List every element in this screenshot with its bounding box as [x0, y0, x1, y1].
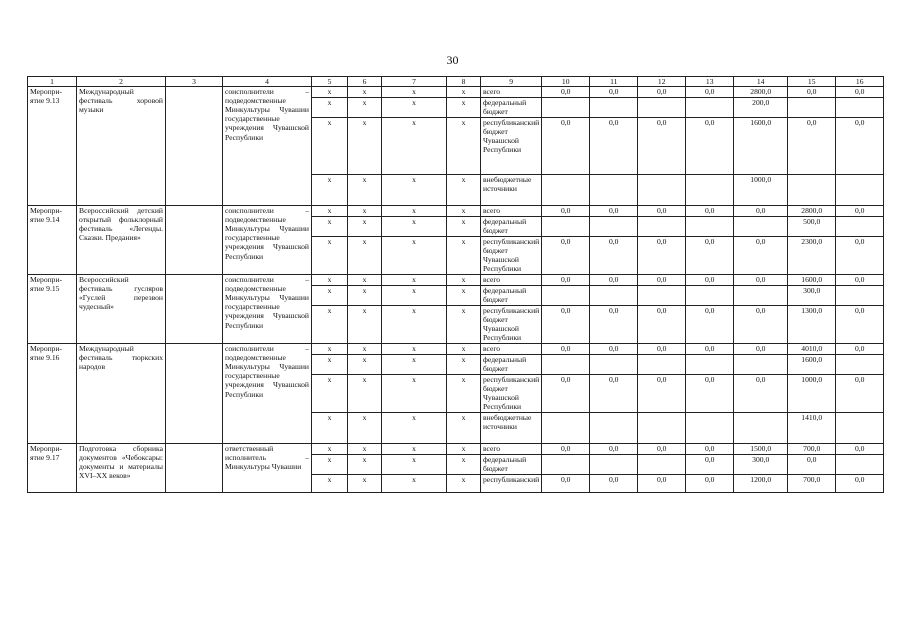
amount-cell: 0,0 — [638, 375, 686, 413]
col-header: 16 — [836, 77, 884, 87]
amount-cell: 300,0 — [734, 455, 788, 475]
amount-cell — [836, 413, 884, 444]
amount-cell: 0,0 — [734, 306, 788, 344]
code-cell: x — [447, 455, 481, 475]
amount-cell: 0,0 — [638, 87, 686, 98]
amount-cell: 0,0 — [542, 275, 590, 286]
amount-cell — [638, 286, 686, 306]
amount-cell: 0,0 — [836, 375, 884, 413]
code-cell: x — [447, 413, 481, 444]
funding-source: всего — [481, 206, 542, 217]
amount-cell: 0,0 — [686, 118, 734, 175]
empty-cell — [166, 275, 223, 344]
amount-cell: 0,0 — [638, 118, 686, 175]
amount-cell — [542, 217, 590, 237]
amount-cell: 1600,0 — [734, 118, 788, 175]
amount-cell: 1410,0 — [788, 413, 836, 444]
funding-source: федеральный бюджет — [481, 286, 542, 306]
amount-cell: 0,0 — [734, 375, 788, 413]
amount-cell — [686, 413, 734, 444]
amount-cell: 0,0 — [836, 475, 884, 493]
code-cell: x — [447, 275, 481, 286]
responsible-executor: соисполнители – подведомственные Минкультуры Чувашии государственные учреждения Чувашской Республики — [223, 206, 312, 275]
amount-cell — [734, 355, 788, 375]
amount-cell — [542, 175, 590, 206]
code-cell: x — [348, 306, 382, 344]
amount-cell: 0,0 — [686, 306, 734, 344]
funding-source: республиканский бюджет Чувашской Республики — [481, 306, 542, 344]
amount-cell: 0,0 — [686, 375, 734, 413]
amount-cell: 1200,0 — [734, 475, 788, 493]
amount-cell — [686, 217, 734, 237]
amount-cell — [734, 413, 788, 444]
amount-cell: 0,0 — [590, 475, 638, 493]
amount-cell: 0,0 — [590, 444, 638, 455]
funding-source: всего — [481, 444, 542, 455]
amount-cell: 700,0 — [788, 475, 836, 493]
funding-source: внебюджетные источники — [481, 413, 542, 444]
code-cell: x — [382, 175, 447, 206]
code-cell: x — [447, 444, 481, 455]
amount-cell: 200,0 — [734, 98, 788, 118]
amount-cell — [638, 355, 686, 375]
col-header: 10 — [542, 77, 590, 87]
amount-cell: 0,0 — [836, 206, 884, 217]
amount-cell: 0,0 — [542, 444, 590, 455]
amount-cell — [590, 175, 638, 206]
code-cell: x — [382, 286, 447, 306]
col-header: 2 — [77, 77, 166, 87]
col-header: 15 — [788, 77, 836, 87]
amount-cell — [638, 413, 686, 444]
code-cell: x — [447, 286, 481, 306]
funding-source: федеральный бюджет — [481, 98, 542, 118]
empty-cell — [166, 206, 223, 275]
code-cell: x — [382, 413, 447, 444]
funding-source: федеральный бюджет — [481, 355, 542, 375]
amount-cell: 0,0 — [686, 237, 734, 275]
amount-cell: 0,0 — [686, 275, 734, 286]
amount-cell: 0,0 — [638, 306, 686, 344]
amount-cell — [590, 455, 638, 475]
event-code: Меропри- ятие 9.16 — [28, 344, 77, 444]
amount-cell: 0,0 — [836, 275, 884, 286]
col-header: 5 — [312, 77, 348, 87]
code-cell: x — [312, 275, 348, 286]
amount-cell — [836, 98, 884, 118]
amount-cell — [788, 175, 836, 206]
amount-cell: 0,0 — [836, 444, 884, 455]
code-cell: x — [382, 206, 447, 217]
amount-cell — [836, 286, 884, 306]
empty-cell — [166, 87, 223, 206]
code-cell: x — [447, 87, 481, 98]
amount-cell: 0,0 — [686, 87, 734, 98]
code-cell: x — [447, 98, 481, 118]
responsible-executor: соисполнители – подведомственные Минкультуры Чувашии государственные учреждения Чувашской Республики — [223, 87, 312, 206]
code-cell: x — [382, 355, 447, 375]
amount-cell — [542, 455, 590, 475]
amount-cell: 1000,0 — [734, 175, 788, 206]
amount-cell: 2800,0 — [788, 206, 836, 217]
amount-cell — [734, 286, 788, 306]
amount-cell: 0,0 — [542, 87, 590, 98]
amount-cell: 500,0 — [788, 217, 836, 237]
amount-cell: 700,0 — [788, 444, 836, 455]
budget-table — [27, 76, 884, 493]
event-code: Меропри- ятие 9.14 — [28, 206, 77, 275]
code-cell: x — [382, 87, 447, 98]
code-cell: x — [382, 455, 447, 475]
amount-cell: 0,0 — [788, 87, 836, 98]
code-cell: x — [312, 475, 348, 493]
amount-cell: 0,0 — [638, 344, 686, 355]
amount-cell: 2300,0 — [788, 237, 836, 275]
funding-source: республиканский бюджет Чувашской Республики — [481, 375, 542, 413]
table-row — [28, 344, 884, 355]
amount-cell: 0,0 — [590, 237, 638, 275]
code-cell: x — [312, 306, 348, 344]
code-cell: x — [382, 375, 447, 413]
code-cell: x — [447, 118, 481, 175]
code-cell: x — [312, 118, 348, 175]
amount-cell: 0,0 — [542, 237, 590, 275]
event-code: Меропри- ятие 9.17 — [28, 444, 77, 493]
table-row — [28, 444, 884, 455]
amount-cell: 0,0 — [836, 237, 884, 275]
amount-cell — [542, 355, 590, 375]
amount-cell: 0,0 — [590, 344, 638, 355]
code-cell: x — [312, 175, 348, 206]
code-cell: x — [312, 455, 348, 475]
code-cell: x — [447, 475, 481, 493]
responsible-executor: соисполнители – подведомственные Минкультуры Чувашии государственные учреждения Чувашской Республики — [223, 275, 312, 344]
amount-cell — [638, 455, 686, 475]
amount-cell: 1300,0 — [788, 306, 836, 344]
event-name: Всероссийский фестиваль гусляров «Гуслей перезвон чудесный» — [77, 275, 166, 344]
code-cell: x — [382, 444, 447, 455]
code-cell: x — [312, 87, 348, 98]
code-cell: x — [348, 175, 382, 206]
amount-cell — [836, 175, 884, 206]
amount-cell — [686, 175, 734, 206]
code-cell: x — [312, 98, 348, 118]
code-cell: x — [312, 444, 348, 455]
funding-source: федеральный бюджет — [481, 217, 542, 237]
col-header: 11 — [590, 77, 638, 87]
amount-cell: 0,0 — [686, 475, 734, 493]
code-cell: x — [348, 355, 382, 375]
amount-cell: 0,0 — [788, 455, 836, 475]
amount-cell: 0,0 — [542, 306, 590, 344]
amount-cell — [836, 455, 884, 475]
col-header: 7 — [382, 77, 447, 87]
event-name: Всероссийский детский открытый фольклорный фестиваль «Легенды. Сказки. Предания» — [77, 206, 166, 275]
amount-cell — [836, 217, 884, 237]
amount-cell — [686, 286, 734, 306]
amount-cell: 0,0 — [686, 455, 734, 475]
funding-source: республиканский бюджет Чувашской Республики — [481, 118, 542, 175]
responsible-executor: соисполнители – подведомственные Минкультуры Чувашии государственные учреждения Чувашской Республики — [223, 344, 312, 444]
event-code: Меропри- ятие 9.13 — [28, 87, 77, 206]
amount-cell: 0,0 — [788, 118, 836, 175]
amount-cell — [590, 286, 638, 306]
amount-cell: 0,0 — [542, 206, 590, 217]
code-cell: x — [382, 237, 447, 275]
code-cell: x — [312, 217, 348, 237]
amount-cell: 0,0 — [542, 375, 590, 413]
amount-cell: 0,0 — [734, 237, 788, 275]
col-header: 14 — [734, 77, 788, 87]
code-cell: x — [447, 237, 481, 275]
amount-cell: 0,0 — [836, 87, 884, 98]
amount-cell — [836, 355, 884, 375]
empty-cell — [166, 344, 223, 444]
code-cell: x — [348, 118, 382, 175]
code-cell: x — [447, 355, 481, 375]
code-cell: x — [348, 444, 382, 455]
code-cell: x — [348, 275, 382, 286]
amount-cell — [590, 413, 638, 444]
amount-cell: 0,0 — [686, 344, 734, 355]
col-header: 6 — [348, 77, 382, 87]
col-header: 9 — [481, 77, 542, 87]
amount-cell — [638, 217, 686, 237]
amount-cell: 0,0 — [590, 275, 638, 286]
amount-cell: 0,0 — [836, 306, 884, 344]
amount-cell: 0,0 — [590, 206, 638, 217]
amount-cell: 0,0 — [590, 87, 638, 98]
code-cell: x — [348, 206, 382, 217]
amount-cell: 0,0 — [542, 475, 590, 493]
code-cell: x — [348, 375, 382, 413]
amount-cell: 0,0 — [590, 306, 638, 344]
header-row — [28, 77, 884, 87]
amount-cell: 0,0 — [836, 118, 884, 175]
page-number: 30 — [446, 53, 459, 67]
col-header: 1 — [28, 77, 77, 87]
amount-cell: 0,0 — [686, 206, 734, 217]
amount-cell: 0,0 — [734, 206, 788, 217]
code-cell: x — [447, 306, 481, 344]
amount-cell — [638, 98, 686, 118]
code-cell: x — [348, 98, 382, 118]
amount-cell — [686, 98, 734, 118]
table-row — [28, 206, 884, 217]
code-cell: x — [382, 275, 447, 286]
amount-cell — [542, 98, 590, 118]
amount-cell: 1000,0 — [788, 375, 836, 413]
amount-cell: 0,0 — [590, 118, 638, 175]
amount-cell: 0,0 — [590, 375, 638, 413]
code-cell: x — [382, 98, 447, 118]
funding-source: республиканский — [481, 475, 542, 493]
amount-cell: 0,0 — [686, 444, 734, 455]
funding-source: республиканский бюджет Чувашской Республики — [481, 237, 542, 275]
event-name: Международный фестиваль хоровой музыки — [77, 87, 166, 206]
amount-cell: 0,0 — [638, 444, 686, 455]
code-cell: x — [382, 306, 447, 344]
empty-cell — [166, 444, 223, 493]
code-cell: x — [312, 206, 348, 217]
amount-cell — [638, 175, 686, 206]
funding-source: всего — [481, 275, 542, 286]
code-cell: x — [447, 217, 481, 237]
amount-cell — [590, 217, 638, 237]
code-cell: x — [348, 344, 382, 355]
code-cell: x — [348, 286, 382, 306]
amount-cell: 0,0 — [542, 344, 590, 355]
funding-source: всего — [481, 344, 542, 355]
amount-cell: 0,0 — [734, 344, 788, 355]
code-cell: x — [312, 375, 348, 413]
code-cell: x — [382, 475, 447, 493]
event-code: Меропри- ятие 9.15 — [28, 275, 77, 344]
code-cell: x — [312, 286, 348, 306]
amount-cell: 1500,0 — [734, 444, 788, 455]
code-cell: x — [447, 206, 481, 217]
col-header: 4 — [223, 77, 312, 87]
code-cell: x — [447, 175, 481, 206]
amount-cell: 0,0 — [638, 475, 686, 493]
code-cell: x — [348, 413, 382, 444]
funding-source: федеральный бюджет — [481, 455, 542, 475]
amount-cell: 4010,0 — [788, 344, 836, 355]
event-name: Подготовка сборника документов «Чебоксары: документы и материалы XVI–XX веков» — [77, 444, 166, 493]
amount-cell: 300,0 — [788, 286, 836, 306]
code-cell: x — [447, 375, 481, 413]
amount-cell — [542, 413, 590, 444]
col-header: 13 — [686, 77, 734, 87]
code-cell: x — [312, 413, 348, 444]
amount-cell: 0,0 — [734, 275, 788, 286]
code-cell: x — [348, 455, 382, 475]
code-cell: x — [312, 237, 348, 275]
code-cell: x — [348, 87, 382, 98]
code-cell: x — [382, 118, 447, 175]
amount-cell: 0,0 — [638, 237, 686, 275]
amount-cell: 0,0 — [638, 275, 686, 286]
amount-cell — [686, 355, 734, 375]
amount-cell — [590, 98, 638, 118]
responsible-executor: ответственный исполнитель – Минкультуры Чувашии — [223, 444, 312, 493]
col-header: 12 — [638, 77, 686, 87]
amount-cell: 0,0 — [836, 344, 884, 355]
code-cell: x — [348, 237, 382, 275]
amount-cell: 1600,0 — [788, 275, 836, 286]
amount-cell: 1600,0 — [788, 355, 836, 375]
col-header: 3 — [166, 77, 223, 87]
code-cell: x — [348, 217, 382, 237]
amount-cell: 0,0 — [542, 118, 590, 175]
event-name: Международный фестиваль тюркских народов — [77, 344, 166, 444]
amount-cell: 2800,0 — [734, 87, 788, 98]
amount-cell: 0,0 — [638, 206, 686, 217]
code-cell: x — [312, 344, 348, 355]
code-cell: x — [348, 475, 382, 493]
table-row — [28, 87, 884, 98]
amount-cell — [542, 286, 590, 306]
col-header: 8 — [447, 77, 481, 87]
code-cell: x — [312, 355, 348, 375]
amount-cell — [590, 355, 638, 375]
amount-cell — [788, 98, 836, 118]
code-cell: x — [447, 344, 481, 355]
funding-source: внебюджетные источники — [481, 175, 542, 206]
funding-source: всего — [481, 87, 542, 98]
code-cell: x — [382, 344, 447, 355]
code-cell: x — [382, 217, 447, 237]
table-row — [28, 275, 884, 286]
amount-cell — [734, 217, 788, 237]
